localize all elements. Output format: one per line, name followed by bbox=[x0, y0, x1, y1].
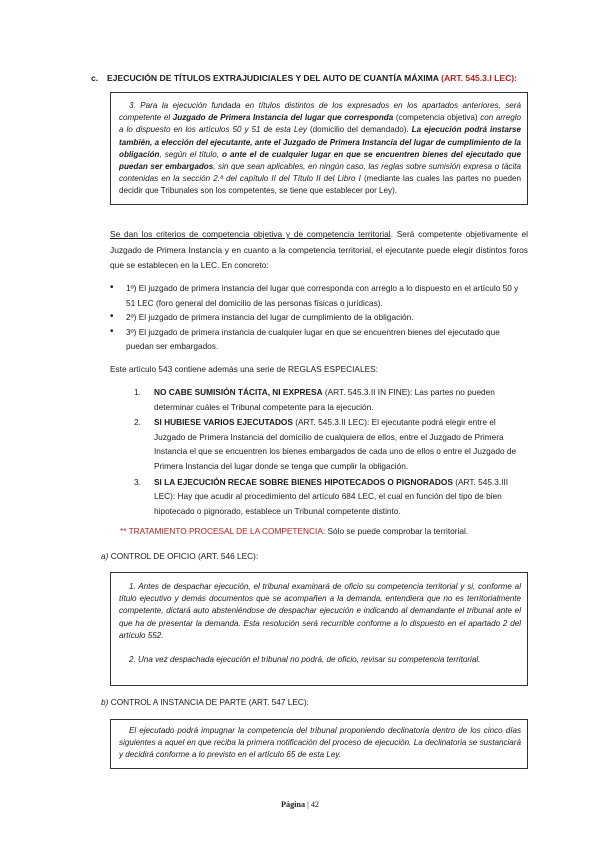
oficio-heading: a) CONTROL DE OFICIO (ART. 546 LEC): bbox=[101, 551, 259, 561]
procedural-note bbox=[120, 526, 468, 536]
intro-underlined: Se dan los criterios de competencia objetiva y de competencia territorial bbox=[110, 229, 391, 239]
forum-list bbox=[110, 281, 528, 354]
legal-quote-box-2 bbox=[110, 572, 528, 686]
bullet-icon: • bbox=[110, 325, 114, 337]
parte-heading: b) CONTROL A INSTANCIA DE PARTE (ART. 547 LEC): bbox=[101, 697, 309, 707]
list-item: • 1º) El juzgado de primera instancia del lugar que corresponda con arreglo a lo dispuesto en el artículo 50 y 51 LEC (foro general del domicilio de las personas físicas o jurídicas). bbox=[110, 282, 519, 308]
legal-quote-box-3 bbox=[110, 719, 528, 769]
list-item: • 2º) El juzgado de primera instancia del lugar de cumplimiento de la obligación. bbox=[110, 310, 528, 325]
legal-quote-box-1 bbox=[110, 92, 528, 205]
quote-3-text: El ejecutado podrá impugnar la competencia del tribunal proponiendo declinatoria dentro de los cinco días siguientes a aquel en que reciba la primera notificación del proceso de ejecución. La declinatoria se sustanciará y decidirá conforme a lo previsto en el artículo 65 de esta Ley. bbox=[119, 726, 521, 760]
bullet-icon: • bbox=[110, 282, 114, 293]
section-letter: c. bbox=[91, 73, 99, 83]
section-title: EJECUCIÓN DE TÍTULOS EXTRAJUDICIALES Y DEL AUTO DE CUANTÍA MÁXIMA bbox=[107, 73, 439, 83]
page-label: Página bbox=[280, 800, 306, 809]
quote-1-text: 3. Para la ejecución fundada en títulos distintos de los expresados en los apartados anteriores, será competente el Juzgado de Primera Instancia del lugar que corresponda (competencia objetiva) con arreglo a lo dispuesto en los artículos 50 y 51 de esta Ley (domicilio del demandado). La ejecución podrá instarse también, a elección del ejecutante, ante el Juzgado de Primera Instancia del lugar de cumplimiento de la obligación, según el título, o ante el de cualquier lugar en que se encuentren bienes del ejecutado que puedan ser embargados, sin que sean aplicables, en ningún caso, las reglas sobre sumisión expresa o tácita contenidas en la sección 2.ª del capítulo II del Título II del Libro I (mediante las cuales las partes no pueden decidir que Tribunales son los competentes, se tiene que establecer por Ley). bbox=[119, 101, 522, 196]
rule-item: 1. NO CABE SUMISIÓN TÁCITA, NI EXPRESA (ART. 545.3.II IN FINE): Las partes no pueden determinar cuáles el Tribunal competente para la ejecución. bbox=[134, 387, 495, 412]
page-separator: | bbox=[307, 800, 309, 809]
quote-2-p2: 2. Una vez despachada ejecución el tribunal no podrá, de oficio, revisar su competencia territorial. bbox=[129, 655, 481, 665]
page-number: 42 bbox=[310, 800, 320, 809]
special-rules-list bbox=[134, 385, 528, 519]
quote-2-p1: 1. Antes de despachar ejecución, el tribunal examinará de oficio su competencia territorial y si, conforme al título ejecutivo y demás documentos que se acompañen a la demanda, entendiera que no es territorialmente competente, dictará auto absteniéndose de despachar ejecución e indicando al demandante el tribunal ante el que ha de presentar la demanda. Esta resolución será recurrible conforme a lo dispuesto en el apartado 2 del artículo 552. bbox=[119, 582, 521, 640]
list-item: • 3º) El juzgado de primera instancia de cualquier lugar en que se encuentren bienes del ejecutado que puedan ser embargados. bbox=[110, 325, 500, 352]
intro-rest: . Será competente objetivamente el Juzgado de Primera Instancia y en cuanto a la competencia territorial, el ejecutante puede elegir distintos foros que se establecen en la LEC. En concreto: bbox=[110, 229, 528, 271]
special-rules-intro: Este artículo 543 contiene además una serie de REGLAS ESPECIALES: bbox=[110, 364, 378, 374]
bullet-icon: • bbox=[110, 311, 114, 323]
intro-paragraph bbox=[110, 227, 528, 274]
rule-item: 2. SI HUBIESE VARIOS EJECUTADOS (ART. 545.3.II LEC): El ejecutante podrá elegir entre el Juzgado de Primera Instancia del domicilio de cualquiera de ellos, entre el Juzgado de Primera Instancia el que se encuentren los bienes embargados de cada uno de ellos o entre el Juzgado de Primera Instancia del lugar donde se tenga que cumplir la obligación. bbox=[134, 417, 517, 471]
rule-item: 3. SI LA EJECUCIÓN RECAE SOBRE BIENES HIPOTECADOS O PIGNORADOS (ART. 545.3.III LEC): Hay que acudir al procedimiento del artículo 684 LEC, el cual en función del tipo de bien hipotecado o pignorado, establece un Tribunal competente distinto. bbox=[134, 476, 509, 516]
procedural-note-text: Sólo se puede comprobar la territorial. bbox=[325, 526, 469, 536]
procedural-note-title: ** TRATAMIENTO PROCESAL DE LA COMPETENCIA: bbox=[120, 526, 326, 536]
page-footer bbox=[0, 800, 600, 809]
section-ref: (ART. 545.3.I LEC): bbox=[441, 73, 518, 83]
